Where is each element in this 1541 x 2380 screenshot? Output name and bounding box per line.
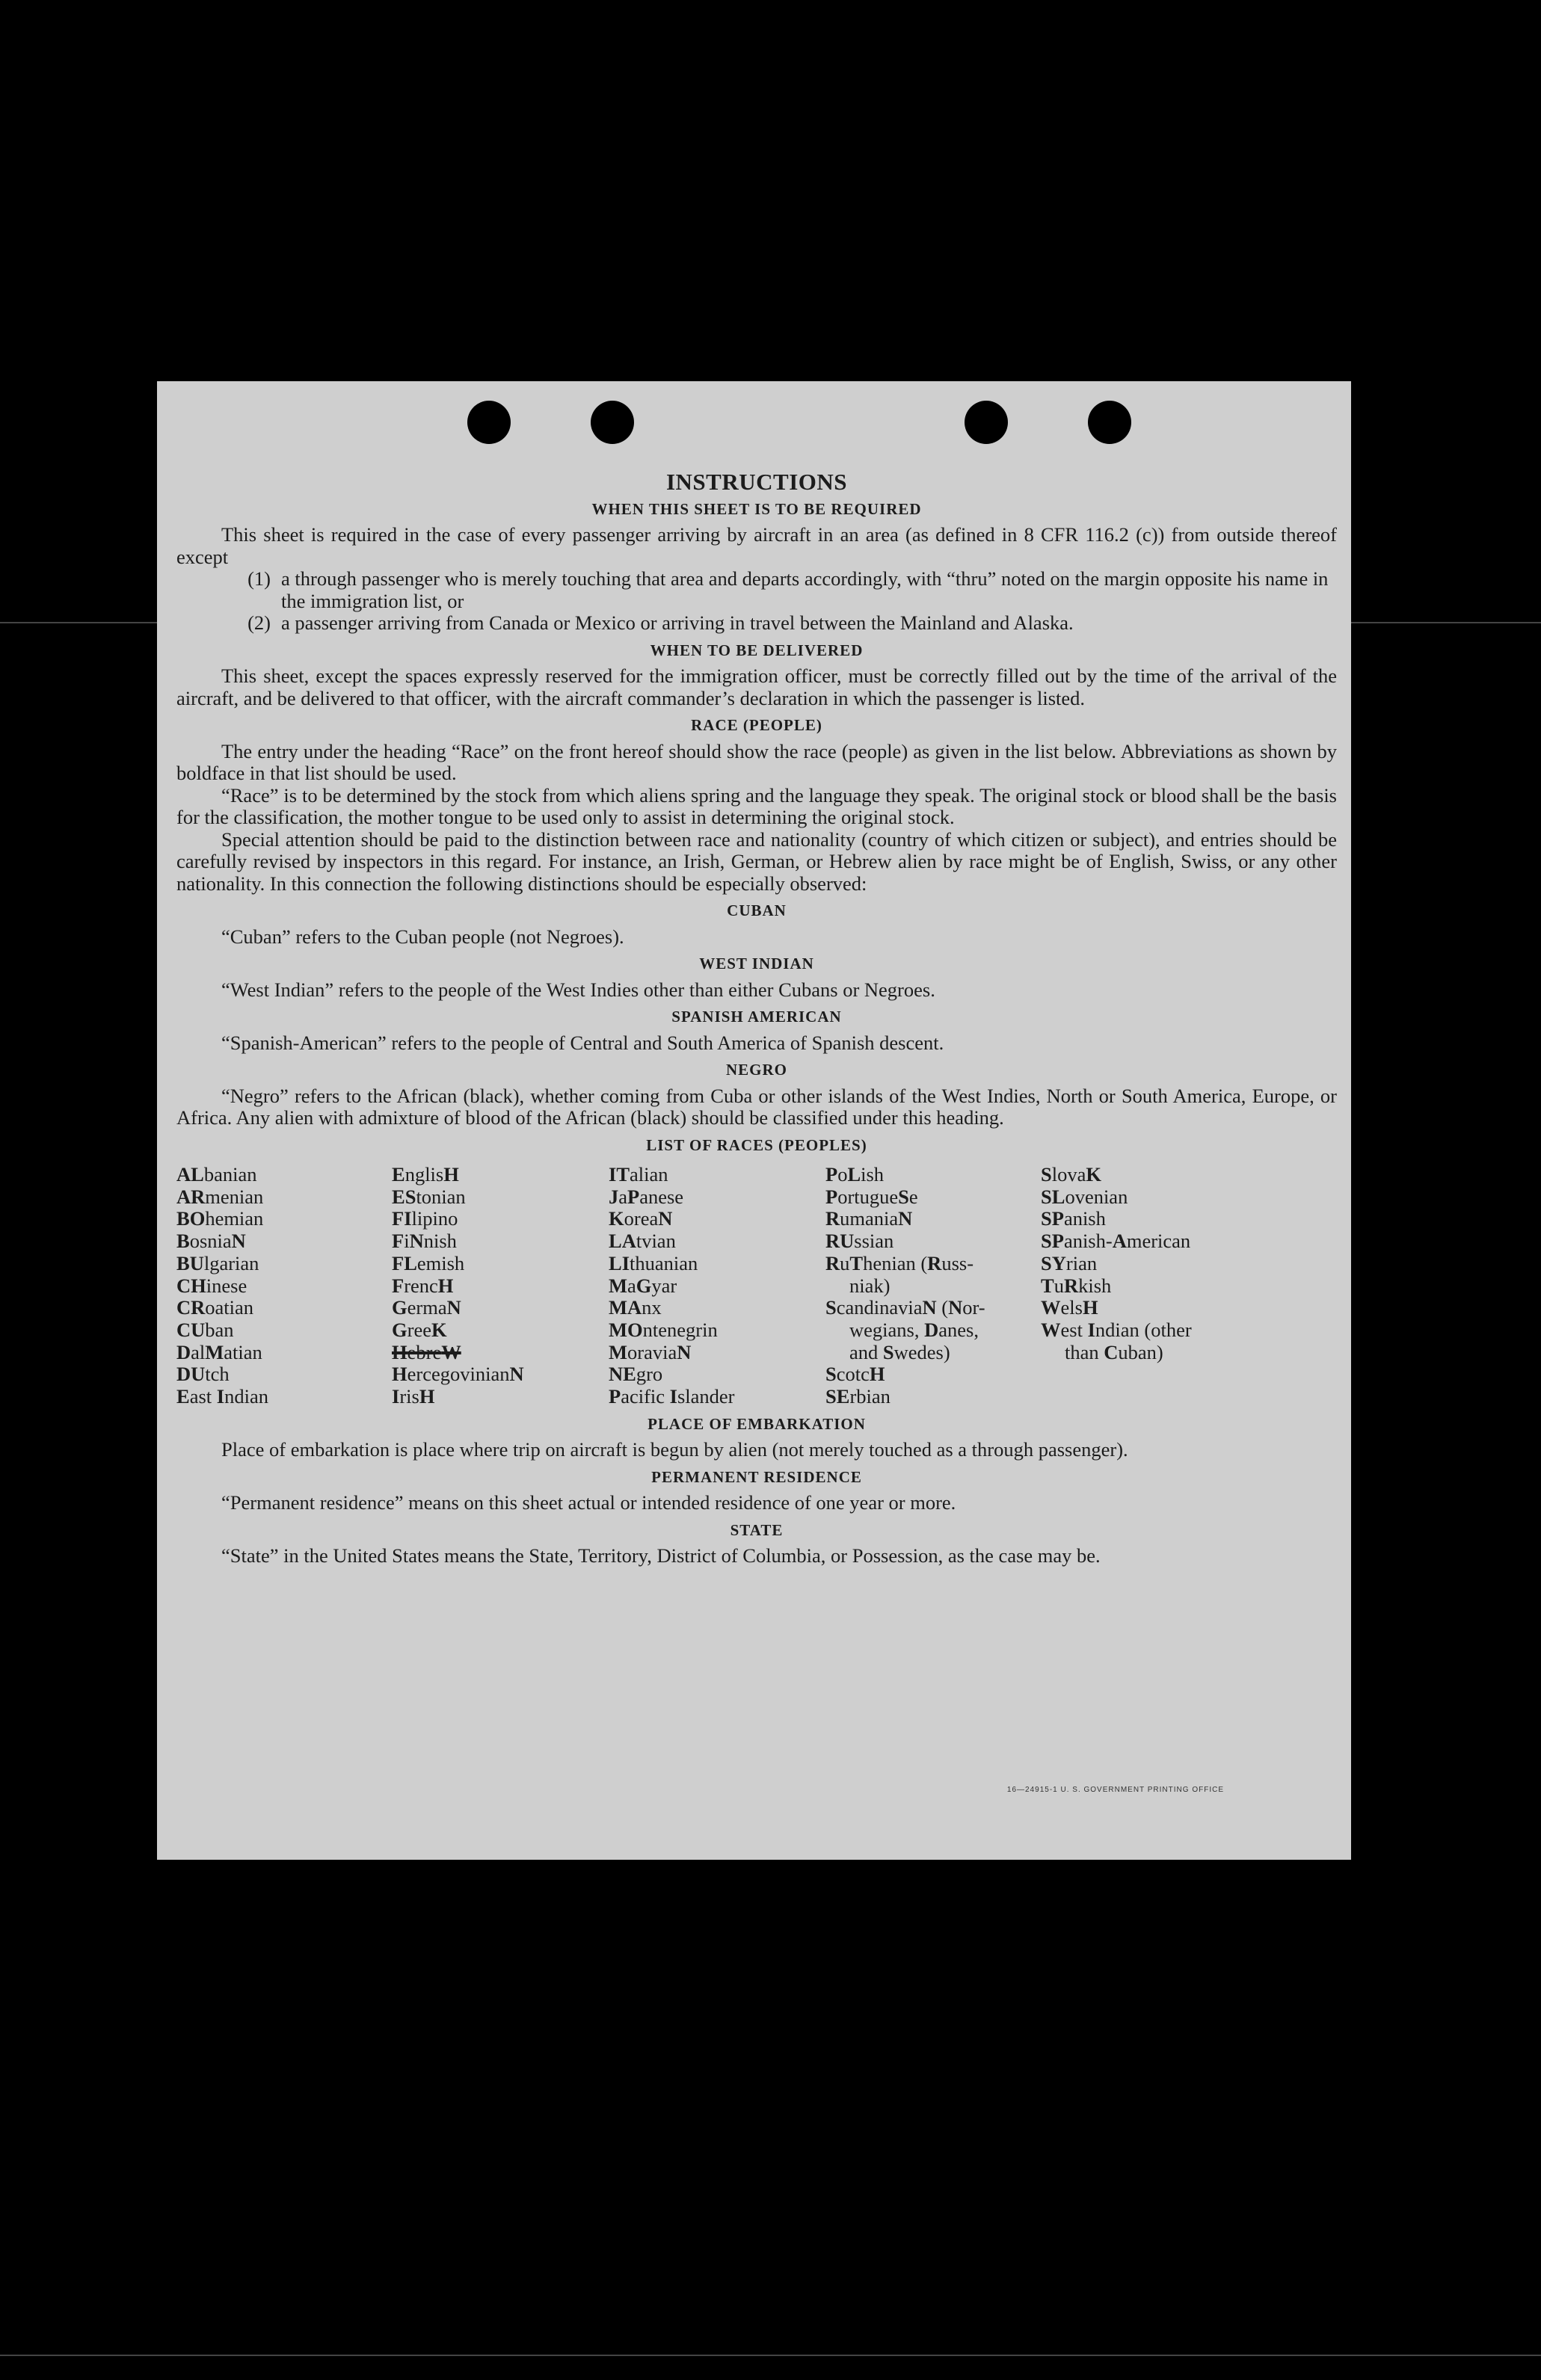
exception-text: a passenger arriving from Canada or Mexico or arriving in travel between the Mainland and Alaska. (281, 611, 1074, 634)
race-entry: DalMatian (176, 1340, 262, 1363)
race-entry: GermaN (392, 1296, 461, 1319)
race-entry: TuRkish (1041, 1274, 1112, 1297)
race-entry-struck-out: HebreW (392, 1340, 461, 1363)
race-entry: BUlgarian (176, 1251, 259, 1274)
heading-when-delivered: WHEN TO BE DELIVERED (650, 641, 864, 659)
race-entry: FiNnish (392, 1230, 457, 1253)
page-title: INSTRUCTIONS (665, 469, 847, 495)
race-entry: NEgro (609, 1363, 663, 1386)
residence-text: “Permanent residence” means on this sheet actual or intended residence of one year or more. (221, 1491, 956, 1514)
race-entry: CUban (176, 1318, 234, 1341)
sheet-content (176, 471, 1337, 1567)
punch-hole-1 (467, 401, 511, 444)
race-column-4 (825, 1164, 1041, 1408)
race-entry: MAnx (609, 1296, 662, 1319)
punch-hole-2 (591, 401, 634, 444)
heading-permanent-residence: PERMANENT RESIDENCE (651, 1467, 862, 1486)
heading-spanish-american: SPANISH AMERICAN (671, 1008, 842, 1026)
exception-number: (1) (247, 567, 271, 590)
race-entry: ScotcH (825, 1363, 885, 1386)
race-entry: GreeK (392, 1318, 447, 1341)
race-entry: BOhemian (176, 1207, 264, 1230)
race-entry: FrencH (392, 1274, 454, 1297)
race-entry: MoraviaN (609, 1340, 692, 1363)
race-entry: PortugueSe (825, 1185, 918, 1208)
cuban-text: “Cuban” refers to the Cuban people (not Negroes). (221, 925, 624, 948)
race-entry: East Indian (176, 1385, 268, 1408)
race-entry: KoreaN (609, 1207, 673, 1230)
race-entry: SLovenian (1041, 1185, 1128, 1208)
race-entry: PoLish (825, 1163, 885, 1186)
race-entry: RUssian (825, 1230, 894, 1253)
race-entry: EnglisH (392, 1163, 459, 1186)
race-entry: SlovaK (1041, 1163, 1101, 1186)
race-entry: JaPanese (609, 1185, 684, 1208)
race-entry: DUtch (176, 1363, 230, 1386)
race-entry: MOntenegrin (609, 1318, 718, 1341)
race-entry: FLemish (392, 1251, 465, 1274)
race-entry: WelsH (1041, 1296, 1098, 1319)
exception-number: (2) (247, 611, 271, 634)
heading-west-indian: WEST INDIAN (699, 955, 814, 972)
heading-negro: NEGRO (725, 1061, 787, 1079)
race-entry: EStonian (392, 1185, 466, 1208)
race-entry-continuation: wegians, Danes, (849, 1318, 979, 1341)
race-column-5 (1041, 1164, 1258, 1408)
heading-race: RACE (PEOPLE) (691, 716, 822, 734)
exception-item (176, 612, 1337, 635)
heading-list-of-races: LIST OF RACES (PEOPLES) (646, 1135, 867, 1154)
race-entry: SPanish-American (1041, 1230, 1191, 1253)
race-paragraph-1: The entry under the heading “Race” on the front hereof should show the race (people) as given in the list below. Abbreviations as shown by boldface in that list should be used. (176, 739, 1337, 784)
race-entry: ALbanian (176, 1163, 257, 1186)
race-entry: LIthuanian (609, 1251, 698, 1274)
race-entry: IrisH (392, 1385, 435, 1408)
exception-item (176, 568, 1337, 612)
heading-embarkation: PLACE OF EMBARKATION (648, 1414, 866, 1433)
race-entry-continuation: than Cuban) (1065, 1340, 1163, 1363)
race-entry-continuation: and Swedes) (849, 1340, 950, 1363)
race-entry: FIlipino (392, 1207, 458, 1230)
printer-imprint: 16—24915-1 U. S. GOVERNMENT PRINTING OFFICE (1006, 1786, 1224, 1794)
race-entry: SErbian (825, 1385, 891, 1408)
west-indian-text: “West Indian” refers to the people of the West Indies other than either Cubans or Negroes. (221, 978, 935, 1001)
race-entry: RumaniaN (825, 1207, 913, 1230)
race-entry: BosniaN (176, 1230, 246, 1253)
race-entry: SPanish (1041, 1207, 1106, 1230)
race-entry: Pacific Islander (609, 1385, 735, 1408)
race-entry: ScandinaviaN (Nor- (825, 1296, 985, 1319)
race-entry: CHinese (176, 1274, 247, 1297)
race-entry: West Indian (other (1041, 1318, 1192, 1341)
scan-edge-bottom (0, 2355, 1541, 2356)
race-entry-continuation: niak) (849, 1274, 891, 1297)
heading-when-required: WHEN THIS SHEET IS TO BE REQUIRED (591, 499, 922, 518)
when-delivered-text: This sheet, except the spaces expressly reserved for the immigration officer, must be correctly filled out by the time of the arrival of the aircraft, and be delivered to that officer, with the aircraft commander’s declaration in which the passenger is listed. (176, 665, 1337, 709)
race-paragraph-3: Special attention should be paid to the distinction between race and nationality (country of which citizen or subject), and entries should be carefully revised by inspectors in this regard. For instance, an Irish, German, or Hebrew alien by race might be of English, Swiss, or any other nationality. In this connection the following distinctions should be especially observed: (176, 827, 1337, 895)
race-entry: CRoatian (176, 1296, 254, 1319)
race-entry: SYrian (1041, 1251, 1098, 1274)
race-list (176, 1164, 1337, 1408)
race-column-1 (176, 1164, 392, 1408)
state-text: “State” in the United States means the State, Territory, District of Columbia, or Possession, as the case may be. (221, 1544, 1101, 1567)
race-entry: LAtvian (609, 1230, 676, 1253)
instruction-sheet (157, 381, 1351, 1860)
race-entry: MaGyar (609, 1274, 677, 1297)
race-entry: ARmenian (176, 1185, 264, 1208)
race-column-2 (392, 1164, 609, 1408)
heading-state: STATE (730, 1520, 784, 1539)
punch-hole-3 (965, 401, 1008, 444)
race-entry: HercegovinianN (392, 1363, 524, 1386)
spanish-american-text: “Spanish-American” refers to the people of Central and South America of Spanish descent. (221, 1031, 944, 1054)
negro-text: “Negro” refers to the African (black), whether coming from Cuba or other islands of the West Indies, North or South America, Europe, or Africa. Any alien with admixture of blood of the African (black) should be classified under this heading. (176, 1084, 1337, 1129)
race-entry: RuThenian (Russ- (825, 1251, 974, 1274)
exception-text: a through passenger who is merely touching that area and departs accordingly, with “thru” noted on the margin opposite his name in the immigration list, or (281, 567, 1329, 612)
race-column-3 (609, 1164, 825, 1408)
punch-hole-4 (1088, 401, 1131, 444)
when-required-text: This sheet is required in the case of every passenger arriving by aircraft in an area (as defined in 8 CFR 116.2 (c)) from outside thereof except (176, 523, 1337, 568)
race-entry: ITalian (609, 1163, 668, 1186)
heading-cuban: CUBAN (727, 901, 787, 919)
embarkation-text: Place of embarkation is place where trip on aircraft is begun by alien (not merely touched as a through passenger). (221, 1438, 1128, 1461)
race-paragraph-2: “Race” is to be determined by the stock from which aliens spring and the language they speak. The original stock or blood shall be the basis for the classification, the mother tongue to be used only to assist in determining the original stock. (176, 783, 1337, 828)
